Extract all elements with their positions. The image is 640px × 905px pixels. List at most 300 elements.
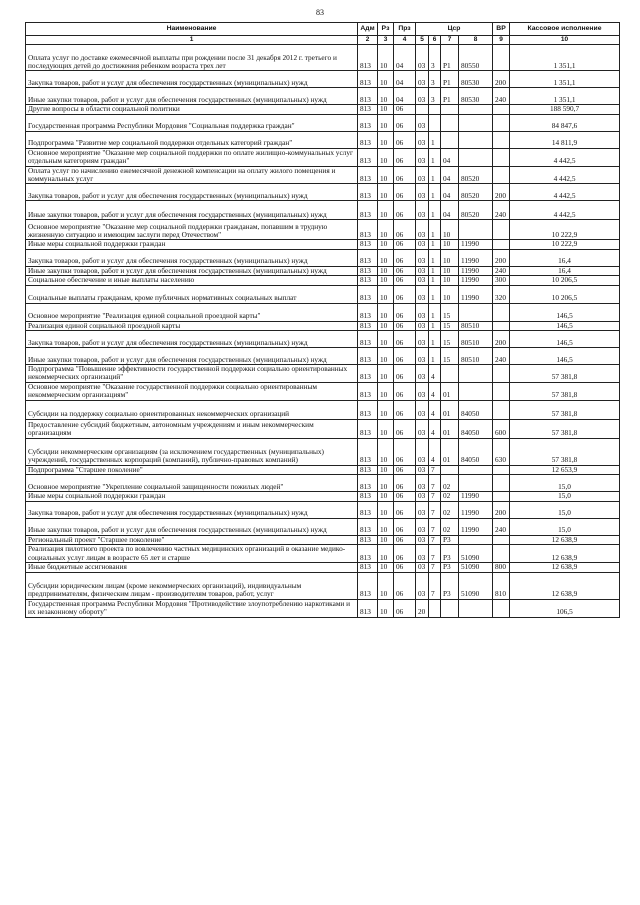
row-sum-cell: 57 381,8 [510,382,620,400]
row-code-cell-adm: 813 [358,285,378,303]
row-code-cell-c4 [459,131,493,148]
row-code-cell-adm: 813 [358,114,378,131]
table-row [26,220,620,240]
table-row [26,382,620,400]
row-code-cell-c4 [459,599,493,617]
row-code-cell-c4: 51090 [459,563,493,572]
row-code-cell-rz: 10 [378,331,394,348]
row-sum-cell: 10 206,5 [510,276,620,285]
row-name-cell: Подпрограмма "Развитие мер социальной поддержки отдельных категорий граждан" [26,131,358,148]
row-code-cell-c1: 03 [416,148,429,166]
row-code-cell-rz: 10 [378,365,394,383]
row-code-cell-vr: 300 [493,276,510,285]
row-name-cell: Иные закупки товаров, работ и услуг для обеспечения государственных (муниципальных) нужд [26,201,358,220]
row-code-cell-prz: 06 [394,545,416,563]
row-sum-cell: 10 206,5 [510,285,620,303]
header-num: 2 [358,36,378,45]
row-name-cell: Региональный проект "Старшее поколение" [26,535,358,544]
row-code-cell-adm: 813 [358,331,378,348]
row-sum-cell: 1 351,1 [510,45,620,71]
row-code-cell-c3: 02 [441,475,459,492]
row-name-cell: Социальные выплаты гражданам, кроме публичных нормативных социальных выплат [26,285,358,303]
row-code-cell-c3: 10 [441,285,459,303]
row-code-cell-rz: 10 [378,438,394,465]
row-code-cell-vr [493,45,510,71]
row-code-cell-c4 [459,382,493,400]
row-name-cell: Социальное обеспечение и иные выплаты населению [26,276,358,285]
row-code-cell-c4: 84050 [459,400,493,419]
row-sum-cell: 14 811,9 [510,131,620,148]
header-num: 8 [459,36,493,45]
row-code-cell-rz: 10 [378,321,394,330]
row-sum-cell: 57 381,8 [510,438,620,465]
row-name-cell: Закупка товаров, работ и услуг для обеспечения государственных (муниципальных) нужд [26,71,358,88]
row-code-cell-vr [493,465,510,474]
row-code-cell-adm: 813 [358,382,378,400]
row-code-cell-c2: 1 [429,348,441,365]
row-code-cell-adm: 813 [358,303,378,321]
row-name-cell: Предоставление субсидий бюджетным, автономным учреждениям и иным некоммерческим организациям [26,419,358,438]
row-code-cell-c4: 80520 [459,184,493,201]
row-code-cell-adm: 813 [358,71,378,88]
row-code-cell-rz: 10 [378,563,394,572]
row-code-cell-c2: 1 [429,184,441,201]
row-code-cell-c4: 84050 [459,438,493,465]
row-sum-cell: 1 351,1 [510,71,620,88]
row-code-cell-vr [493,321,510,330]
row-code-cell-c3: 01 [441,438,459,465]
row-code-cell-prz: 06 [394,266,416,275]
row-code-cell-c2: 1 [429,266,441,275]
header-number-row [26,36,620,45]
row-code-cell-rz: 10 [378,266,394,275]
row-code-cell-rz: 10 [378,382,394,400]
header-num: 9 [493,36,510,45]
row-code-cell-vr: 630 [493,438,510,465]
table-row [26,438,620,465]
row-name-cell: Реализация единой социальной проездной карты [26,321,358,330]
row-code-cell-vr: 800 [493,563,510,572]
row-code-cell-c4: 11990 [459,276,493,285]
row-code-cell-adm: 813 [358,184,378,201]
row-code-cell-adm: 813 [358,88,378,105]
table-row [26,365,620,383]
row-code-cell-c1: 03 [416,545,429,563]
row-code-cell-rz: 10 [378,166,394,184]
header-sum: Кассовое исполнение [510,23,620,36]
row-code-cell-rz: 10 [378,303,394,321]
row-code-cell-c3 [441,114,459,131]
row-sum-cell: 4 442,5 [510,201,620,220]
row-sum-cell: 146,5 [510,303,620,321]
row-code-cell-c2 [429,105,441,114]
row-code-cell-vr: 200 [493,331,510,348]
row-code-cell-c3: 01 [441,419,459,438]
row-code-cell-prz: 06 [394,572,416,599]
row-code-cell-vr [493,382,510,400]
row-code-cell-adm: 813 [358,321,378,330]
row-code-cell-c3: P3 [441,545,459,563]
table-row [26,400,620,419]
row-code-cell-c4: 80520 [459,166,493,184]
row-code-cell-c2: 3 [429,88,441,105]
header-rz: Рз [378,23,394,36]
row-code-cell-c1: 03 [416,88,429,105]
row-code-cell-adm: 813 [358,131,378,148]
row-code-cell-c3: 15 [441,348,459,365]
row-name-cell: Закупка товаров, работ и услуг для обеспечения государственных (муниципальных) нужд [26,331,358,348]
row-code-cell-vr: 240 [493,201,510,220]
row-name-cell: Иные закупки товаров, работ и услуг для обеспечения государственных (муниципальных) нужд [26,88,358,105]
row-sum-cell: 12 653,9 [510,465,620,474]
header-name: Наименование [26,23,358,36]
row-code-cell-c3: P3 [441,572,459,599]
row-code-cell-c4 [459,303,493,321]
row-code-cell-c4: 11990 [459,240,493,249]
row-code-cell-c2: 4 [429,382,441,400]
row-code-cell-c1: 03 [416,240,429,249]
row-code-cell-prz: 06 [394,438,416,465]
table-row [26,465,620,474]
row-code-cell-c2: 1 [429,220,441,240]
row-code-cell-prz: 06 [394,114,416,131]
row-code-cell-prz: 06 [394,382,416,400]
row-code-cell-prz: 06 [394,303,416,321]
row-code-cell-rz: 10 [378,249,394,266]
row-code-cell-c1: 03 [416,220,429,240]
row-code-cell-adm: 813 [358,249,378,266]
row-name-cell: Субсидии некоммерческим организациям (за исключением государственных (муниципальных) учреждений, государственных корпораций (компаний), публично-правовых компаний) [26,438,358,465]
row-code-cell-c4: 11990 [459,492,493,501]
row-code-cell-c1: 03 [416,438,429,465]
row-code-cell-c4 [459,465,493,474]
row-code-cell-vr [493,131,510,148]
row-code-cell-adm: 813 [358,45,378,71]
row-code-cell-prz: 06 [394,563,416,572]
row-code-cell-c2: 7 [429,518,441,535]
row-code-cell-adm: 813 [358,365,378,383]
row-code-cell-c1: 20 [416,599,429,617]
row-code-cell-c1: 03 [416,535,429,544]
row-code-cell-c1: 03 [416,419,429,438]
row-code-cell-vr: 810 [493,572,510,599]
row-code-cell-prz: 06 [394,201,416,220]
row-code-cell-c3: P1 [441,45,459,71]
row-name-cell: Субсидии юридическим лицам (кроме некоммерческих организаций), индивидуальным предпринимателям, физическим лицам - производителям товаров, работ, услуг [26,572,358,599]
table-row [26,501,620,518]
row-sum-cell: 4 442,5 [510,166,620,184]
row-code-cell-c3: P3 [441,563,459,572]
row-code-cell-c2: 1 [429,166,441,184]
row-code-cell-adm: 813 [358,201,378,220]
row-sum-cell: 106,5 [510,599,620,617]
row-code-cell-c2: 4 [429,365,441,383]
row-code-cell-prz: 06 [394,492,416,501]
row-code-cell-vr: 200 [493,501,510,518]
table-row [26,348,620,365]
row-code-cell-vr: 240 [493,266,510,275]
row-code-cell-c4: 80510 [459,348,493,365]
row-code-cell-adm: 813 [358,465,378,474]
row-code-cell-c2: 7 [429,475,441,492]
row-sum-cell: 146,5 [510,331,620,348]
row-code-cell-vr [493,105,510,114]
row-code-cell-rz: 10 [378,599,394,617]
row-code-cell-adm: 813 [358,545,378,563]
row-sum-cell: 15,0 [510,475,620,492]
row-code-cell-c4 [459,114,493,131]
row-code-cell-adm: 813 [358,220,378,240]
row-code-cell-c3: 10 [441,266,459,275]
row-code-cell-c4: 80530 [459,71,493,88]
row-code-cell-c1: 03 [416,475,429,492]
row-code-cell-rz: 10 [378,501,394,518]
row-code-cell-c4 [459,365,493,383]
row-name-cell: Основное мероприятие "Оказание мер социальной поддержки по оплате жилищно-коммунальных услуг отдельным категориям граждан" [26,148,358,166]
row-code-cell-vr [493,166,510,184]
row-code-cell-c3: 02 [441,492,459,501]
row-sum-cell: 188 590,7 [510,105,620,114]
row-code-cell-prz: 06 [394,535,416,544]
row-code-cell-rz: 10 [378,201,394,220]
row-name-cell: Подпрограмма "Старшее поколение" [26,465,358,474]
row-code-cell-c1: 03 [416,321,429,330]
row-code-cell-prz: 04 [394,45,416,71]
row-name-cell: Основное мероприятие "Реализация единой социальной проездной карты" [26,303,358,321]
row-code-cell-c1: 03 [416,365,429,383]
table-row [26,419,620,438]
row-code-cell-c2: 7 [429,501,441,518]
row-code-cell-c3: 15 [441,321,459,330]
row-code-cell-prz: 06 [394,276,416,285]
table-row [26,321,620,330]
row-code-cell-prz: 06 [394,501,416,518]
row-code-cell-rz: 10 [378,535,394,544]
row-code-cell-c3: 02 [441,518,459,535]
budget-table [25,22,620,618]
row-code-cell-vr [493,545,510,563]
row-code-cell-c4: 80510 [459,331,493,348]
row-code-cell-adm: 813 [358,572,378,599]
row-sum-cell: 57 381,8 [510,365,620,383]
row-sum-cell: 57 381,8 [510,419,620,438]
row-code-cell-c4 [459,535,493,544]
header-num: 1 [26,36,358,45]
row-code-cell-c1: 03 [416,114,429,131]
row-code-cell-c2: 1 [429,240,441,249]
row-code-cell-c1: 03 [416,166,429,184]
row-sum-cell: 16,4 [510,266,620,275]
row-name-cell: Оплата услуг по начислению ежемесячной денежной компенсации на оплату жилого помещения и коммунальных услуг [26,166,358,184]
row-name-cell: Основное мероприятие "Оказание государственной поддержки социально ориентированным некоммерческим организациям" [26,382,358,400]
row-code-cell-rz: 10 [378,114,394,131]
header-vr: ВР [493,23,510,36]
row-sum-cell: 12 638,9 [510,563,620,572]
row-code-cell-vr [493,400,510,419]
row-code-cell-prz: 04 [394,71,416,88]
row-code-cell-prz: 06 [394,131,416,148]
row-code-cell-vr [493,365,510,383]
row-code-cell-c1: 03 [416,201,429,220]
row-code-cell-prz: 06 [394,465,416,474]
row-name-cell: Основное мероприятие "Оказание мер социальной поддержки гражданам, попавшим в трудную жизненную ситуацию и имеющим заслуги перед Отечеством" [26,220,358,240]
row-sum-cell: 15,0 [510,518,620,535]
row-name-cell: Оплата услуг по доставке ежемесячной выплаты при рождении после 31 декабря 2012 г. третьего и последующих детей до достижения ребенком возраста трех лет [26,45,358,71]
row-code-cell-c1: 03 [416,492,429,501]
row-code-cell-c1: 03 [416,465,429,474]
row-code-cell-prz: 06 [394,331,416,348]
row-code-cell-rz: 10 [378,348,394,365]
row-code-cell-c3 [441,599,459,617]
row-code-cell-vr: 200 [493,71,510,88]
row-code-cell-vr [493,475,510,492]
row-sum-cell: 10 222,9 [510,220,620,240]
row-code-cell-c3 [441,365,459,383]
row-code-cell-adm: 813 [358,518,378,535]
row-code-cell-adm: 813 [358,501,378,518]
header-num: 3 [378,36,394,45]
row-code-cell-rz: 10 [378,45,394,71]
row-code-cell-c3: 04 [441,148,459,166]
row-sum-cell: 146,5 [510,321,620,330]
row-code-cell-prz: 06 [394,240,416,249]
table-row [26,518,620,535]
row-code-cell-c3: 10 [441,276,459,285]
row-code-cell-c3: 10 [441,249,459,266]
row-code-cell-c1: 03 [416,276,429,285]
row-code-cell-c3: 04 [441,184,459,201]
row-sum-cell: 57 381,8 [510,400,620,419]
row-code-cell-adm: 813 [358,348,378,365]
table-row [26,166,620,184]
header-num: 10 [510,36,620,45]
row-code-cell-vr: 600 [493,419,510,438]
row-code-cell-c4: 51090 [459,545,493,563]
table-row [26,131,620,148]
table-row [26,492,620,501]
row-code-cell-rz: 10 [378,220,394,240]
row-code-cell-vr: 240 [493,88,510,105]
row-code-cell-c3: 10 [441,240,459,249]
row-code-cell-c2: 1 [429,249,441,266]
row-code-cell-rz: 10 [378,572,394,599]
table-body [26,45,620,617]
row-code-cell-c2: 4 [429,400,441,419]
row-sum-cell: 10 222,9 [510,240,620,249]
row-code-cell-rz: 10 [378,71,394,88]
table-row [26,331,620,348]
row-sum-cell: 1 351,1 [510,88,620,105]
row-name-cell: Иные закупки товаров, работ и услуг для обеспечения государственных (муниципальных) нужд [26,348,358,365]
table-row [26,201,620,220]
row-code-cell-prz: 06 [394,475,416,492]
row-code-cell-c4: 11990 [459,249,493,266]
row-code-cell-adm: 813 [358,105,378,114]
row-code-cell-c1: 03 [416,501,429,518]
row-code-cell-c3: P1 [441,71,459,88]
header-num: 6 [429,36,441,45]
row-code-cell-c2: 7 [429,572,441,599]
row-code-cell-adm: 813 [358,535,378,544]
row-code-cell-c2: 1 [429,321,441,330]
row-code-cell-vr [493,240,510,249]
row-sum-cell: 15,0 [510,501,620,518]
row-code-cell-prz: 06 [394,348,416,365]
row-code-cell-c3: 10 [441,220,459,240]
row-code-cell-c2: 1 [429,303,441,321]
row-sum-cell: 84 847,6 [510,114,620,131]
row-code-cell-c2: 1 [429,331,441,348]
row-code-cell-c2: 4 [429,419,441,438]
row-code-cell-c2 [429,114,441,131]
row-code-cell-adm: 813 [358,400,378,419]
row-code-cell-c1: 03 [416,303,429,321]
row-code-cell-adm: 813 [358,240,378,249]
row-code-cell-prz: 06 [394,321,416,330]
header-num: 5 [416,36,429,45]
table-row [26,599,620,617]
header-prz: Прз [394,23,416,36]
row-code-cell-c1: 03 [416,400,429,419]
row-code-cell-c2: 1 [429,285,441,303]
row-code-cell-rz: 10 [378,475,394,492]
row-name-cell: Подпрограмма "Повышение эффективности государственной поддержки социально ориентированных некоммерческих организаций" [26,365,358,383]
row-code-cell-vr: 240 [493,518,510,535]
row-code-cell-rz: 10 [378,88,394,105]
row-code-cell-adm: 813 [358,492,378,501]
row-code-cell-prz: 06 [394,365,416,383]
row-code-cell-vr [493,492,510,501]
row-code-cell-c4 [459,148,493,166]
row-code-cell-c1 [416,105,429,114]
row-code-cell-rz: 10 [378,518,394,535]
row-code-cell-adm: 813 [358,166,378,184]
row-code-cell-vr [493,220,510,240]
row-code-cell-prz: 06 [394,518,416,535]
row-sum-cell: 12 638,9 [510,572,620,599]
row-name-cell: Закупка товаров, работ и услуг для обеспечения государственных (муниципальных) нужд [26,184,358,201]
header-csr: Цср [416,23,493,36]
table-row [26,563,620,572]
row-code-cell-c3: 02 [441,501,459,518]
row-code-cell-c1: 03 [416,266,429,275]
row-sum-cell: 4 442,5 [510,184,620,201]
row-code-cell-rz: 10 [378,184,394,201]
row-name-cell: Субсидии на поддержку социально ориентированных некоммерческих организаций [26,400,358,419]
row-code-cell-adm: 813 [358,276,378,285]
table-row [26,475,620,492]
row-name-cell: Реализация пилотного проекта по вовлечению частных медицинских организаций в оказание медико-социальных услуг лицам в возрасте 65 лет и старше [26,545,358,563]
row-sum-cell: 16,4 [510,249,620,266]
row-name-cell: Государственная программа Республики Мордовия "Противодействие злоупотреблению наркотиками и их незаконному обороту" [26,599,358,617]
table-row [26,88,620,105]
row-sum-cell: 4 442,5 [510,148,620,166]
row-name-cell: Основное мероприятие "Укрепление социальной защищенности пожилых людей" [26,475,358,492]
row-code-cell-c1: 03 [416,131,429,148]
row-code-cell-vr [493,114,510,131]
row-code-cell-prz: 06 [394,184,416,201]
row-name-cell: Иные меры социальной поддержки граждан [26,492,358,501]
row-code-cell-c3: 04 [441,201,459,220]
row-sum-cell: 146,5 [510,348,620,365]
table-row [26,114,620,131]
row-name-cell: Иные бюджетные ассигнования [26,563,358,572]
row-code-cell-rz: 10 [378,419,394,438]
row-code-cell-c1: 03 [416,45,429,71]
row-code-cell-vr: 240 [493,348,510,365]
row-name-cell: Другие вопросы в области социальной политики [26,105,358,114]
row-code-cell-prz: 06 [394,166,416,184]
